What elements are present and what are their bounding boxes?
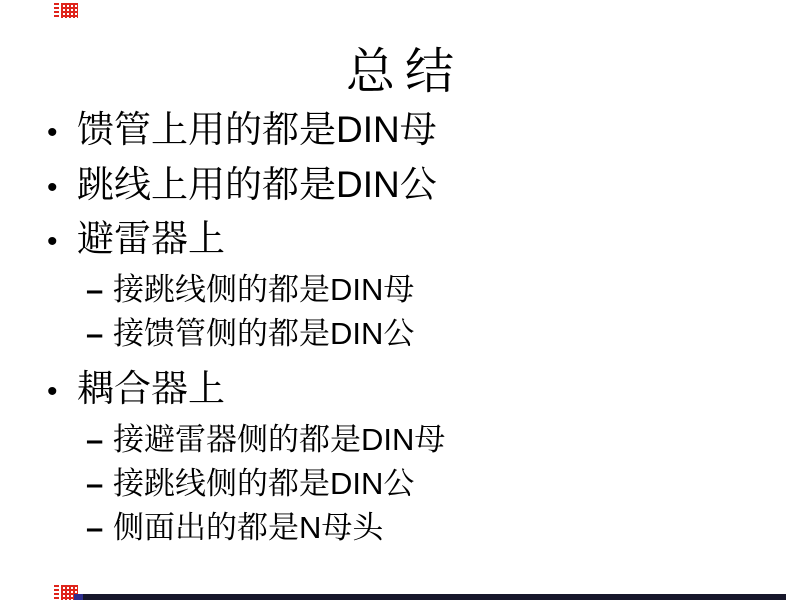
dash-marker-icon: – (86, 510, 104, 545)
dash-marker-icon: – (86, 466, 104, 501)
sub-bullet-item (47, 418, 757, 462)
bullet-marker-icon: • (47, 171, 58, 204)
bottom-edge-bar (74, 594, 786, 600)
bullet-text-pre: 馈管上用的都是 (77, 110, 336, 151)
bullet-item (47, 364, 757, 418)
bullet-text-pre: 避雷器上 (77, 219, 225, 260)
bullet-marker-icon: • (47, 375, 58, 408)
bottom-edge-bar-cap (74, 594, 83, 600)
bullet-text-post: 公 (399, 165, 437, 206)
bullet-text-pre: 接馈管侧的都是 (113, 316, 330, 351)
bullet-item (47, 159, 757, 214)
bullet-text-pre: 耦合器上 (77, 369, 225, 410)
bullet-marker-icon: • (47, 225, 58, 258)
bullet-marker-icon: • (47, 116, 58, 149)
bullet-text-latin: DIN (330, 316, 384, 351)
bullet-text-post: 公 (383, 316, 415, 351)
bullet-text-latin: DIN (330, 466, 384, 501)
red-watermark-fragment (54, 585, 59, 600)
bullet-text-pre: 侧面出的都是 (113, 510, 299, 545)
bullet-list (47, 104, 757, 550)
bullet-text-post: 母头 (321, 510, 384, 545)
sub-bullet-item (47, 462, 757, 506)
dash-marker-icon: – (86, 422, 104, 457)
bullet-text-latin: DIN (330, 272, 384, 307)
bullet-text-post: 母 (399, 110, 437, 151)
sub-bullet-item (47, 268, 757, 312)
bullet-text-latin: N (299, 510, 322, 545)
dash-marker-icon: – (86, 316, 104, 351)
bullet-item (47, 214, 757, 268)
red-watermark-top-icon (54, 3, 78, 18)
red-watermark-fragment (54, 3, 59, 18)
bullet-item (47, 104, 757, 159)
bullet-text-pre: 接避雷器侧的都是 (113, 422, 361, 457)
page-title: 总结 (345, 44, 464, 99)
bullet-text-pre: 接跳线侧的都是 (113, 466, 330, 501)
bullet-text-latin: DIN (336, 164, 400, 205)
bullet-text-pre: 跳线上用的都是 (77, 165, 336, 206)
bullet-text-pre: 接跳线侧的都是 (113, 272, 330, 307)
sub-bullet-item (47, 506, 757, 550)
red-watermark-fragment (61, 3, 78, 18)
bullet-text-post: 母 (414, 422, 446, 457)
bullet-text-post: 公 (383, 466, 415, 501)
bullet-text-latin: DIN (361, 422, 415, 457)
bullet-text-latin: DIN (336, 109, 400, 150)
dash-marker-icon: – (86, 272, 104, 307)
bullet-text-post: 母 (383, 272, 415, 307)
sub-bullet-item (47, 312, 757, 356)
